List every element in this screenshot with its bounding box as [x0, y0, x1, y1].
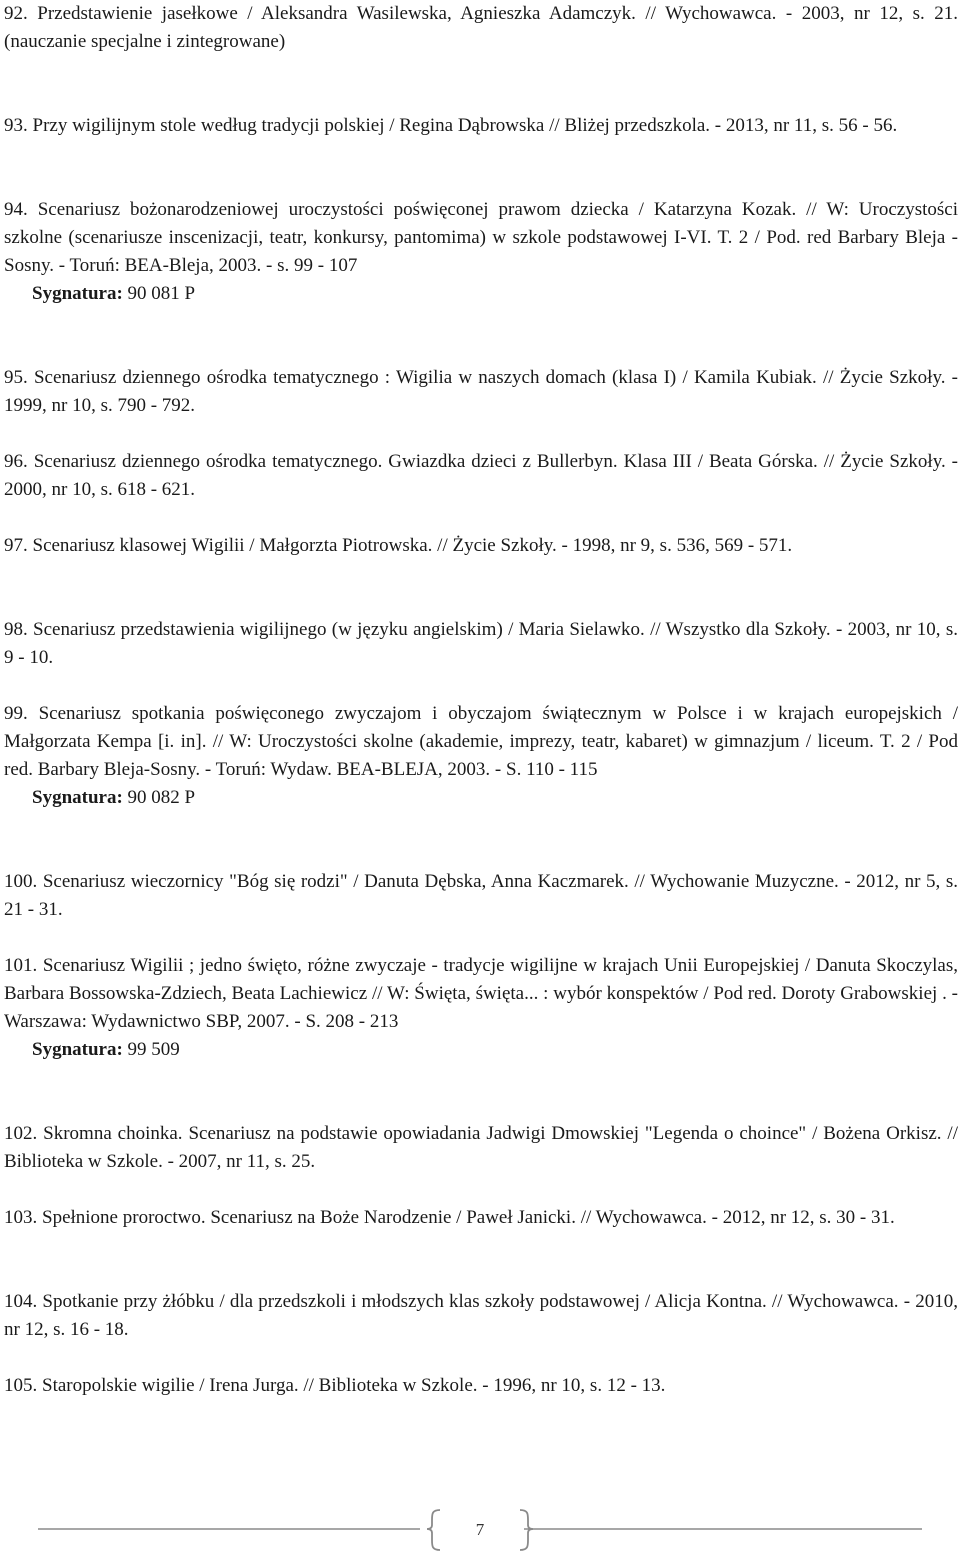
entry-105: 105. Staropolskie wigilie / Irena Jurga. // Biblioteka w Szkole. - 1996, nr 10, s. 12 - 13.: [4, 1375, 666, 1396]
signature-value: 99 509: [127, 1039, 180, 1060]
entry-94-block: [4, 196, 958, 308]
footer-brace-right: [520, 1510, 533, 1550]
entry-100: 100. Scenariusz wieczornicy "Bóg się rodzi" / Danuta Dębska, Anna Kaczmarek. // Wychowanie Muzyczne. - 2012, nr 5, s. 21 - 31.: [4, 871, 958, 920]
entry-99-block: [4, 700, 958, 812]
entry-93: 93. Przy wigilijnym stole według tradycji polskiej / Regina Dąbrowska // Bliżej przedszkola. - 2013, nr 11, s. 56 - 56.: [4, 115, 898, 136]
signature-line: [32, 1036, 958, 1064]
signature-label: Sygnatura:: [32, 1039, 123, 1060]
entry-103: 103. Spełnione proroctwo. Scenariusz na Boże Narodzenie / Paweł Janicki. // Wychowawca. - 2012, nr 12, s. 30 - 31.: [4, 1207, 895, 1228]
entry-95: 95. Scenariusz dziennego ośrodka tematycznego : Wigilia w naszych domach (klasa I) / Kamila Kubiak. // Życie Szkoły. - 1999, nr 10, s. 790 - 792.: [4, 367, 958, 416]
entry-94: 94. Scenariusz bożonarodzeniowej uroczystości poświęconej prawom dziecka / Katarzyna Kozak. // W: Uroczystości szkolne (scenariusze inscenizacji, teatr, konkursy, pantomima) w szkole podstawowej I-VI. T. 2 / Pod. red Barbary Bleja - Sosny. - Toruń: BEA-Bleja, 2003. - s. 99 - 107: [4, 199, 958, 276]
entry-96: 96. Scenariusz dziennego ośrodka tematycznego. Gwiazdka dzieci z Bullerbyn. Klasa III / Beata Górska. // Życie Szkoły. - 2000, nr 10, s. 618 - 621.: [4, 451, 958, 500]
entry-104: 104. Spotkanie przy żłóbku / dla przedszkoli i młodszych klas szkoły podstawowej / Alicja Kontna. // Wychowawca. - 2010, nr 12, s. 16 - 18.: [4, 1291, 958, 1340]
signature-value: 90 082 P: [127, 787, 196, 808]
entry-99: 99. Scenariusz spotkania poświęconego zwyczajom i obyczajom świątecznym w Polsce i w krajach europejskich / Małgorzata Kempa [i. in]. // W: Uroczystości skolne (akademie, imprezy, teatr, kabaret) w gimnazjum / liceum. T. 2 / Pod red. Barbary Bleja-Sosny. - Toruń: Wydaw. BEA-BLEJA, 2003. - S. 110 - 115: [4, 703, 958, 780]
entry-101-block: [4, 952, 958, 1064]
entry-101: 101. Scenariusz Wigilii ; jedno święto, różne zwyczaje - tradycje wigilijne w krajach Unii Europejskiej / Danuta Skoczylas, Barbara Bossowska-Zdziech, Beata Lachiewicz // W: Święta, święta... : wybór konspektów / Pod red. Doroty Grabowskiej . - Warszawa: Wydawnictwo SBP, 2007. - S. 208 - 213: [4, 955, 958, 1032]
signature-label: Sygnatura:: [32, 283, 123, 304]
entry-92: 92. Przedstawienie jasełkowe / Aleksandra Wasilewska, Agnieszka Adamczyk. // Wychowawca. - 2003, nr 12, s. 21. (nauczanie specjalne i zintegrowane): [4, 3, 958, 52]
page-footer: [0, 1508, 960, 1554]
entry-98: 98. Scenariusz przedstawienia wigilijnego (w języku angielskim) / Maria Sielawko. // Wszystko dla Szkoły. - 2003, nr 10, s. 9 - 10.: [4, 619, 958, 668]
signature-line: [32, 280, 958, 308]
page-number: 7: [475, 1520, 485, 1539]
footer-brace-left: [427, 1510, 440, 1550]
entry-97: 97. Scenariusz klasowej Wigilii / Małgorzta Piotrowska. // Życie Szkoły. - 1998, nr 9, s. 536, 569 - 571.: [4, 535, 793, 556]
signature-label: Sygnatura:: [32, 787, 123, 808]
signature-line: [32, 784, 958, 812]
signature-value: 90 081 P: [127, 283, 196, 304]
entry-102: 102. Skromna choinka. Scenariusz na podstawie opowiadania Jadwigi Dmowskiej "Legenda o choince" / Bożena Orkisz. // Biblioteka w Szkole. - 2007, nr 11, s. 25.: [4, 1123, 958, 1172]
